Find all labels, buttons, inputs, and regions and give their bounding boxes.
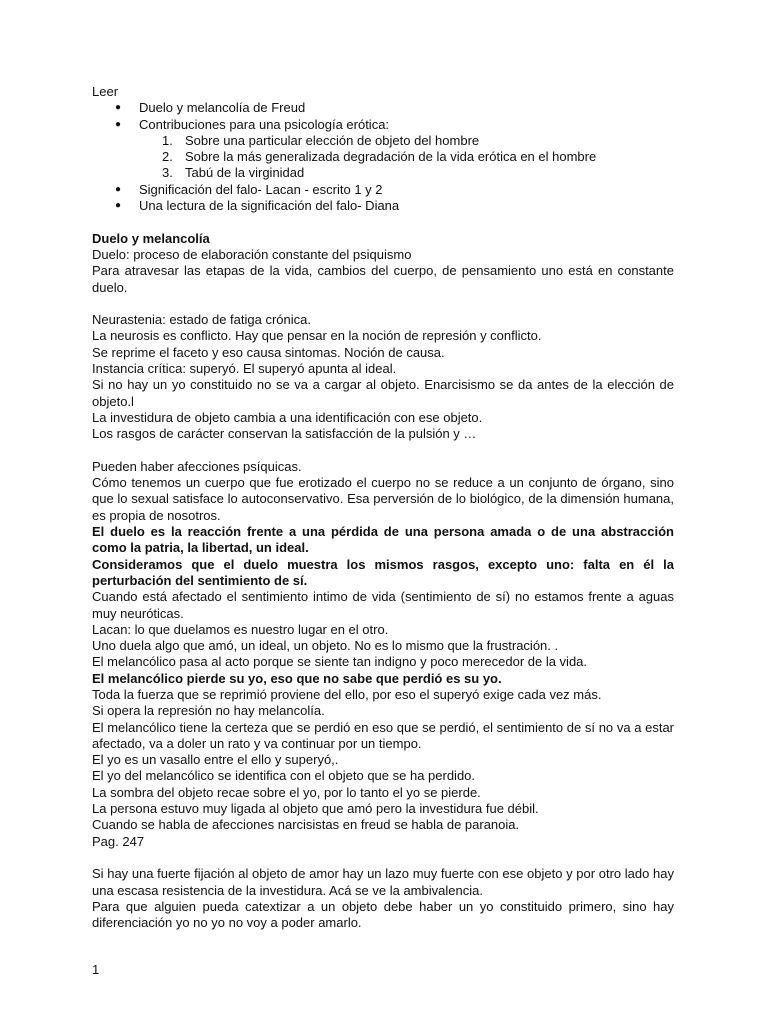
reading-list-item-text: Contribuciones para una psicología erótica: bbox=[139, 116, 390, 132]
paragraph: El yo del melancólico se identifica con el objeto que se ha perdido. bbox=[92, 768, 476, 784]
spacer bbox=[92, 850, 674, 866]
paragraph: La persona estuvo muy ligada al objeto que amó pero la investidura fue débil. bbox=[92, 801, 539, 817]
paragraph: Cuando está afectado el sentimiento intimo de vida (sentimiento de sí) no estamos frente a aguas muy neuróticas. bbox=[92, 589, 674, 621]
paragraph: Para atravesar las etapas de la vida, cambios del cuerpo, de pensamiento uno está en constante duelo. bbox=[92, 263, 674, 295]
subitem-number: 1. bbox=[162, 132, 173, 148]
paragraph: La investidura de objeto cambia a una identificación con ese objeto. bbox=[92, 409, 483, 425]
paragraph: Toda la fuerza que se reprimió proviene del ello, por eso el superyó exige cada vez más. bbox=[92, 686, 602, 702]
section-title: Duelo y melancolía bbox=[92, 230, 210, 246]
bold-paragraph: El melancólico pierde su yo, eso que no sabe que perdió es su yo. bbox=[92, 670, 502, 686]
paragraph: Se reprime el faceto y eso causa sintomas. Noción de causa. bbox=[92, 344, 445, 360]
paragraph: Cómo tenemos un cuerpo que fue erotizado el cuerpo no se reduce a un conjunto de órgano, sino que lo sexual satisface lo autoconservativo. Esa perversión de lo biológico, de la dimensión humana, es propia de nosotros. bbox=[92, 475, 674, 523]
bullet-icon: ● bbox=[115, 200, 122, 212]
notes-block bbox=[92, 312, 674, 442]
spacer bbox=[92, 296, 674, 312]
reading-list-item bbox=[92, 182, 674, 198]
paragraph: Los rasgos de carácter conservan la satisfacción de la pulsión y … bbox=[92, 426, 477, 442]
paragraph: Para que alguien pueda catextizar a un objeto debe haber un yo constituido primero, sino hay diferenciación yo no yo no voy a poder amarlo. bbox=[92, 898, 674, 931]
paragraph: Pueden haber afecciones psíquicas. bbox=[92, 458, 302, 474]
subitem-text: Tabú de la virginidad bbox=[185, 165, 305, 181]
bold-paragraph: El duelo es la reacción frente a una pérdida de una persona amada o de una abstracción como la patria, la libertad, un ideal. bbox=[92, 524, 674, 556]
reading-list bbox=[92, 100, 674, 214]
subitem-number: 3. bbox=[162, 165, 173, 181]
subitem-text: Sobre la más generalizada degradación de la vida erótica en el hombre bbox=[185, 149, 597, 165]
paragraph: Pag. 247 bbox=[92, 833, 145, 849]
paragraph: Lacan: lo que duelamos es nuestro lugar en el otro. bbox=[92, 621, 389, 637]
reading-list-item bbox=[92, 117, 674, 182]
reading-list-item bbox=[92, 198, 674, 214]
bold-paragraph: Consideramos que el duelo muestra los mismos rasgos, excepto uno: falta en él la perturbación del sentimiento de sí. bbox=[92, 556, 674, 588]
notes-block bbox=[92, 459, 674, 850]
reading-list-heading: Leer bbox=[92, 84, 119, 99]
paragraph: La sombra del objeto recae sobre el yo, por lo tanto el yo se pierde. bbox=[92, 784, 481, 800]
paragraph: Uno duela algo que amó, un ideal, un objeto. No es lo mismo que la frustración. . bbox=[92, 638, 559, 654]
spacer bbox=[92, 214, 674, 230]
subitem-number: 2. bbox=[162, 149, 173, 165]
paragraph: El melancólico tiene la certeza que se perdió en eso que se perdió, el sentimiento de sí no va a estar afectado, va a doler un rato y va continuar por un tiempo. bbox=[92, 719, 674, 751]
reading-list-item bbox=[92, 100, 674, 116]
reading-sublist bbox=[92, 133, 674, 182]
bullet-icon: ● bbox=[115, 183, 122, 195]
paragraph: Instancia crítica: superyó. El superyó apunta al ideal. bbox=[92, 361, 397, 377]
paragraph: Cuando se habla de afecciones narcisistas en freud se habla de paranoia. bbox=[92, 817, 520, 833]
paragraph: Si hay una fuerte fijación al objeto de amor hay un lazo muy fuerte con ese objeto y por otro lado hay una escasa resistencia de la investidura. Acá se ve la ambivalencia. bbox=[92, 866, 674, 898]
bullet-icon: ● bbox=[115, 118, 122, 130]
spacer bbox=[92, 443, 674, 459]
reading-subitem bbox=[92, 149, 674, 165]
paragraph: La neurosis es conflicto. Hay que pensar en la noción de represión y conflicto. bbox=[92, 328, 542, 344]
page-number: 1 bbox=[92, 962, 100, 977]
document-page bbox=[92, 84, 674, 931]
reading-list-item-text: Una lectura de la significación del falo- Diana bbox=[139, 198, 400, 214]
reading-subitem bbox=[92, 133, 674, 149]
paragraph: El melancólico pasa al acto porque se siente tan indigno y poco merecedor de la vida. bbox=[92, 654, 588, 670]
bullet-icon: ● bbox=[115, 102, 122, 114]
paragraph: Neurastenia: estado de fatiga crónica. bbox=[92, 312, 311, 328]
subitem-text: Sobre una particular elección de objeto del hombre bbox=[185, 132, 480, 148]
reading-list-item-text: Duelo y melancolía de Freud bbox=[139, 100, 306, 116]
paragraph: El yo es un vasallo entre el ello y superyó,. bbox=[92, 752, 339, 768]
reading-list-item-text: Significación del falo- Lacan - escrito 1 y 2 bbox=[139, 181, 383, 197]
paragraph: Si opera la represión no hay melancolía. bbox=[92, 703, 325, 719]
paragraph: Si no hay un yo constituido no se va a cargar al objeto. Enarcisismo se da antes de la elección de objeto.l bbox=[92, 377, 674, 409]
paragraph: Duelo: proceso de elaboración constante del psiquismo bbox=[92, 246, 412, 262]
reading-subitem bbox=[92, 165, 674, 181]
